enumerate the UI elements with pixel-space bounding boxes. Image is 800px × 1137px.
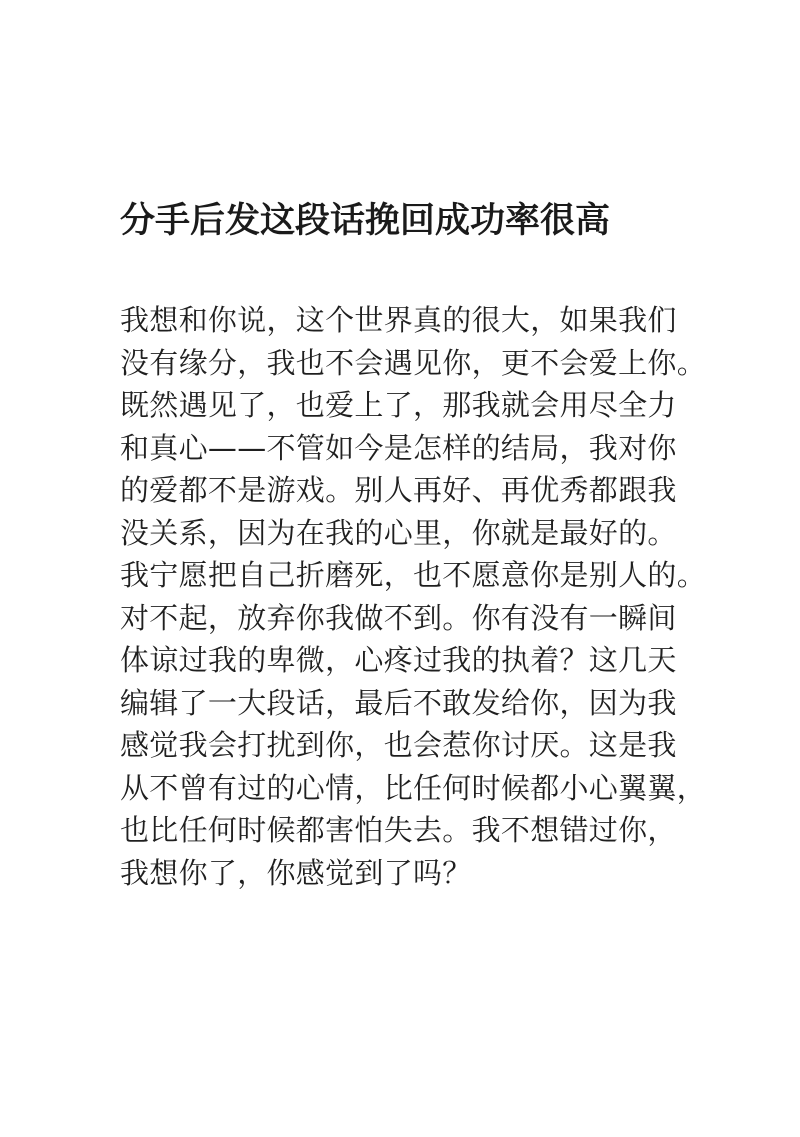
- body-line: 和真心——不管如今是怎样的结局，我对你: [120, 430, 677, 465]
- body-line: 体谅过我的卑微，心疼过我的执着？这几天: [120, 643, 677, 677]
- body-line: 从不曾有过的心情，比任何时候都小心翼翼，: [120, 770, 707, 805]
- body-line: 我宁愿把自己折磨死，也不愿意你是别人的。: [120, 558, 707, 592]
- body-line: 我想你了，你感觉到了吗？: [120, 855, 472, 890]
- body-line: 也比任何时候都害怕失去。我不想错过你，: [120, 813, 677, 847]
- body-line: 感觉我会打扰到你，也会惹你讨厌。这是我: [120, 728, 677, 762]
- body-line: 既然遇见了，也爱上了，那我就会用尽全力: [120, 388, 677, 422]
- body-line: 我想和你说，这个世界真的很大，如果我们: [120, 303, 677, 337]
- article-body: [120, 299, 706, 894]
- article-title: 分手后发这段话挽回成功率很高: [120, 201, 611, 241]
- body-line: 的爱都不是游戏。别人再好、再优秀都跟我: [120, 473, 677, 507]
- body-line: 对不起，放弃你我做不到。你有没有一瞬间: [120, 600, 677, 635]
- body-line: 没有缘分，我也不会遇见你，更不会爱上你。: [120, 345, 707, 380]
- body-line: 没关系，因为在我的心里，你就是最好的。: [120, 515, 677, 550]
- body-line: 编辑了一大段话，最后不敢发给你，因为我: [120, 685, 677, 720]
